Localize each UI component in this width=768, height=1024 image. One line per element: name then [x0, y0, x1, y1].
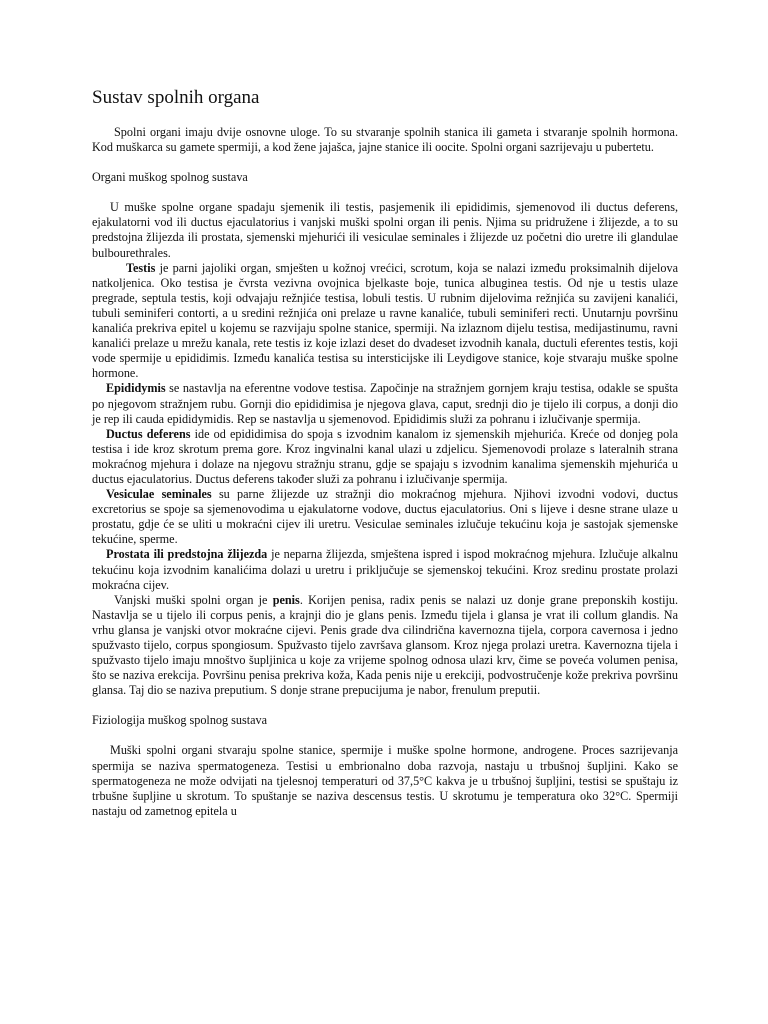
- prostata-text: je neparna žlijezda, smještena ispred i ispod mokraćnog mjehura. Izlučuje alkalnu tekućinu koja izvodnim kanalićima dolazi u uretru i priključuje se sjemenskoj tekućini. Kroz sredinu prostate prolazi mokraćna cijev.: [92, 547, 678, 592]
- term-penis: penis: [272, 592, 300, 607]
- term-vesiculae: Vesiculae seminales: [106, 487, 212, 502]
- term-prostata: Prostata ili predstojna žlijezda: [106, 547, 268, 562]
- paragraph-physiology: Muški spolni organi stvaraju spolne stanice, spermije i muške spolne hormone, androgene. Proces sazrijevanja spermija se naziva spermatogeneza. Testisi u embrionalno doba razvoja, nastaju u trbušnoj šupljini. Kako se spermatogeneza ne može odvijati na tjelesnoj temperaturi od 37,5°C kakva je u trbušnoj šupljini, testisi se spuštaju iz trbušne šupljine u skrotum. To spuštanje se naziva descensus testis. U skrotumu je temperatura oko 32°C. Spermiji nastaju od zametnog epitela u: [92, 743, 678, 818]
- paragraph-ductus-deferens: [92, 427, 678, 487]
- term-testis: Testis: [126, 260, 156, 275]
- epididymis-text: se nastavlja na eferentne vodove testisa. Započinje na stražnjem gornjem kraju testisa, odakle se spušta po njegovom stražnjem rubu. Gornji dio epididimisa je njegova glava, caput, srednji dio je tijelo ili corpus, a donji dio je rep ili cauda epididymidis. Rep se nastavlja u sjemenovod. Epididimis služi za pohranu i izlučivanje spermija.: [92, 381, 678, 426]
- vesiculae-text: su parne žlijezde uz stražnji dio mokraćnog mjehura. Njihovi izvodni vodovi, ductus excretorius se spoje sa sjemenovodima u ejakulatorne vodove, ductus ejaculatorius. Oni s lijeve i desne strane ulaze u prostatu, gdje će se uliti u mokraćni cijev ili uretru. Vesiculae seminales izlučuje tekućinu koja je sastojak sjemenske tekućine, sperme.: [92, 487, 678, 547]
- document-page: [92, 86, 678, 819]
- intro-paragraph: Spolni organi imaju dvije osnovne uloge. To su stvaranje spolnih stanica ili gameta i stvaranje spolnih hormona. Kod muškarca su gamete spermiji, a kod žene jajašca, jajne stanice ili oocite. Spolni organi sazrijevaju u pubertetu.: [92, 125, 678, 155]
- paragraph-epididymis: [92, 381, 678, 426]
- document-title: Sustav spolnih organa: [92, 87, 260, 108]
- penis-text: . Korijen penisa, radix penis se nalazi uz donje grane preponskih kostiju. Nastavlja se u tijelo ili corpus penis, a krajnji dio je glans penis. Između tijela i glansa je vrat ili collum glandis. Na vrhu glansa je vanjski otvor mokraćne cijevi. Penis grade dva cilindrična kavernozna tijela, corpora cavernosa i jedno spužvasto tijelo, corpus spongiosum. Spužvasto tijelo završava glansom. Kroz njega prolazi uretra. Kavernozna tijela i spužvasto tijelo imaju mnoštvo šupljinica u koje za vrijeme spolnog odnosa ulazi krv, čime se poveća volumen penisa, što se naziva erekcija. Površinu penisa prekriva koža, Kada penis nije u erekciji, podvostručenje kože prekriva površinu glansa. Taj dio se naziva preputium. S donje strane prepucijuma je nabor, frenulum preputii.: [92, 592, 678, 698]
- paragraph-testis: [92, 261, 678, 382]
- section-heading-organs: Organi muškog spolnog sustava: [92, 170, 248, 185]
- ductus-deferens-text: ide od epididimisa do spoja s izvodnim kanalom iz sjemenskih mjehurića. Kreće od donjeg pola testisa i ide kroz skrotum prema gore. Kroz ingvinalni kanal ulazi u zdjelicu. Sjemenovodi prolaze s lateralnih strana mokraćnog mjehura i dolaze na njegovu stražnju stranu, gdje se spajaju s izvodnim kanalima sjemenskih mjehurića u ductus ejaculatorius. Ductus deferens također služi za pohranu i izlučivanje spermija.: [92, 426, 678, 486]
- term-ductus-deferens: Ductus deferens: [106, 426, 191, 441]
- section-heading-physiology: Fiziologija muškog spolnog sustava: [92, 713, 268, 728]
- paragraph-prostata: [92, 547, 678, 592]
- testis-text: je parni jajoliki organ, smješten u kožnoj vrećici, scrotum, koja se nalazi između proksimalnih dijelova natkoljenica. Oko testisa je čvrsta vezivna ovojnica bjelkaste boje, tunica albuginea testis. Od nje u testis ulaze pregrade, septula testis, koji odvajaju režnjiće testisa, lobuli testis. U rubnim dijelovima režnjića su zavijeni kanalići, tubuli seminiferi contorti, a u sredini režnjića oni prelaze u ravne kanaliće, tubuli seminiferi recti. Unutarnju površinu kanalića prekriva epitel u kojemu se razvijaju spolne stanice, spermiji. Na izlaznom dijelu testisa, medijastinumu, ravni kanalići prelaze u mrežu kanala, rete testis iz koje izlazi deset do dvadeset izvodnih kanala, ductuli eferentes testis, koji vode spermije u epididimis. Između kanalića testisa su intersticijske ili Leydigove stanice, koje stvaraju muške spolne hormone.: [92, 260, 678, 381]
- term-epididymis: Epididymis: [106, 381, 166, 396]
- paragraph-penis: [92, 593, 678, 699]
- penis-intro: Vanjski muški spolni organ je: [114, 592, 273, 607]
- paragraph-vesiculae: [92, 487, 678, 547]
- paragraph-general: U muške spolne organe spadaju sjemenik ili testis, pasjemenik ili epididimis, sjemenovod ili ductus deferens, ejakulatorni vod ili ductus ejaculatorius i vanjski muški spolni organ ili penis. Njima su pridružene i žlijezde, a to su predstojna žlijezda ili prostata, sjemenski mjehurići ili vesiculae seminales i žlijezde uz početni dio uretre ili glandulae bulbourethrales.: [92, 200, 678, 260]
